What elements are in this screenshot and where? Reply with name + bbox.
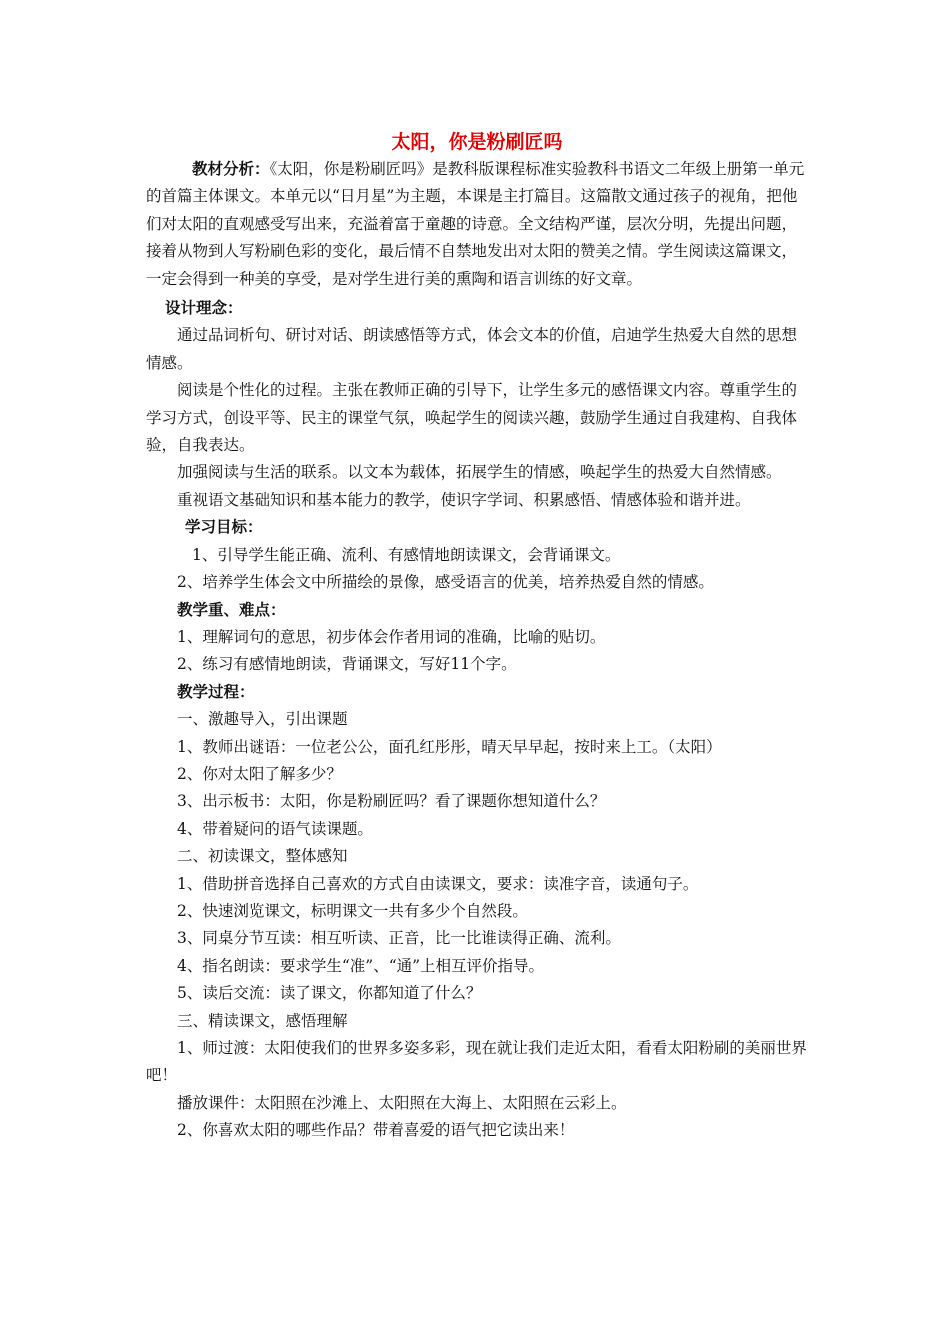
process-line: 5、读后交流：读了课文，你都知道了什么？ — [177, 984, 482, 1003]
process-section-2: 二、初读课文，整体感知 — [177, 847, 348, 866]
analysis-label: 教材分析： — [192, 160, 270, 178]
document-page — [146, 128, 808, 1145]
process-heading: 教学过程： — [177, 682, 255, 701]
process-line: 3、出示板书：太阳，你是粉刷匠吗？看了课题你想知道什么？ — [177, 792, 606, 811]
goal-item-2: 2、培养学生体会文中所描绘的景像，感受语言的优美，培养热爱自然的情感。 — [177, 573, 714, 592]
process-line: 播放课件：太阳照在沙滩上、太阳照在大海上、太阳照在云彩上。 — [177, 1093, 627, 1112]
process-line: 1、教师出谜语：一位老公公，面孔红彤彤，晴天早早起，按时来上工。（太阳） — [177, 737, 722, 756]
design-paragraph-3: 加强阅读与生活的联系。以文本为载体，拓展学生的情感，唤起学生的热爱大自然情感。 — [177, 463, 782, 482]
key-item-1: 1、理解词句的意思，初步体会作者用词的准确，比喻的贴切。 — [177, 627, 606, 646]
process-line: 2、你喜欢太阳的哪些作品？带着喜爱的语气把它读出来！ — [177, 1121, 575, 1140]
design-paragraph-2: 阅读是个性化的过程。主张在教师正确的引导下，让学生多元的感悟课文内容。尊重学生的学习方式，创设平等、民主的课堂气氛，唤起学生的阅读兴趣，鼓励学生通过自我建构、自我体验，自我表达。 — [146, 381, 798, 455]
process-line: 4、带着疑问的语气读课题。 — [177, 819, 373, 838]
process-line: 2、你对太阳了解多少？ — [177, 764, 342, 783]
design-paragraph-1: 通过品词析句、研讨对话、朗读感悟等方式，体会文本的价值，启迪学生热爱大自然的思想情感。 — [146, 326, 798, 372]
process-line: 3、同桌分节互读：相互听读、正音，比一比谁读得正确、流利。 — [177, 929, 621, 948]
design-paragraph-4: 重视语文基础知识和基本能力的教学，使识字学词、积累感悟、情感体验和谐并进。 — [177, 490, 751, 509]
key-item-2: 2、练习有感情地朗读，背诵课文，写好11个字。 — [177, 655, 517, 674]
analysis-paragraph — [146, 156, 808, 293]
process-line: 1、师过渡：太阳使我们的世界多姿多彩，现在就让我们走近太阳，看看太阳粉刷的美丽世界吧！ — [146, 1039, 807, 1085]
process-line: 2、快速浏览课文，标明课文一共有多少个自然段。 — [177, 901, 528, 920]
analysis-text: 《太阳，你是粉刷匠吗》是教科版课程标准实验教科书语文二年级上册第一单元的首篇主体课文。本单元以“日月星”为主题，本课是主打篇目。这篇散文通过孩子的视角，把他们对太阳的直观感受写出来，充溢着富于童趣的诗意。全文结构严谨，层次分明，先提出问题，接着从物到人写粉刷色彩的变化，最后情不自禁地发出对太阳的赞美之情。学生阅读这篇课文，一定会得到一种美的享受，是对学生进行美的熏陶和语言训练的好文章。 — [146, 160, 805, 288]
process-section-3: 三、精读课文，感悟理解 — [177, 1011, 348, 1030]
document-title: 太阳，你是粉刷匠吗 — [391, 131, 563, 153]
process-section-1: 一、激趣导入，引出课题 — [177, 710, 348, 729]
goal-item-1: 1、引导学生能正确、流利、有感情地朗读课文，会背诵课文。 — [192, 545, 621, 564]
process-line: 1、借助拼音选择自己喜欢的方式自由读课文，要求：读准字音，读通句子。 — [177, 874, 699, 893]
process-line: 4、指名朗读：要求学生“准”、“通”上相互评价指导。 — [177, 956, 545, 975]
key-heading: 教学重、难点： — [177, 600, 286, 619]
design-heading: 设计理念： — [165, 299, 243, 318]
goals-heading: 学习目标： — [185, 518, 263, 537]
